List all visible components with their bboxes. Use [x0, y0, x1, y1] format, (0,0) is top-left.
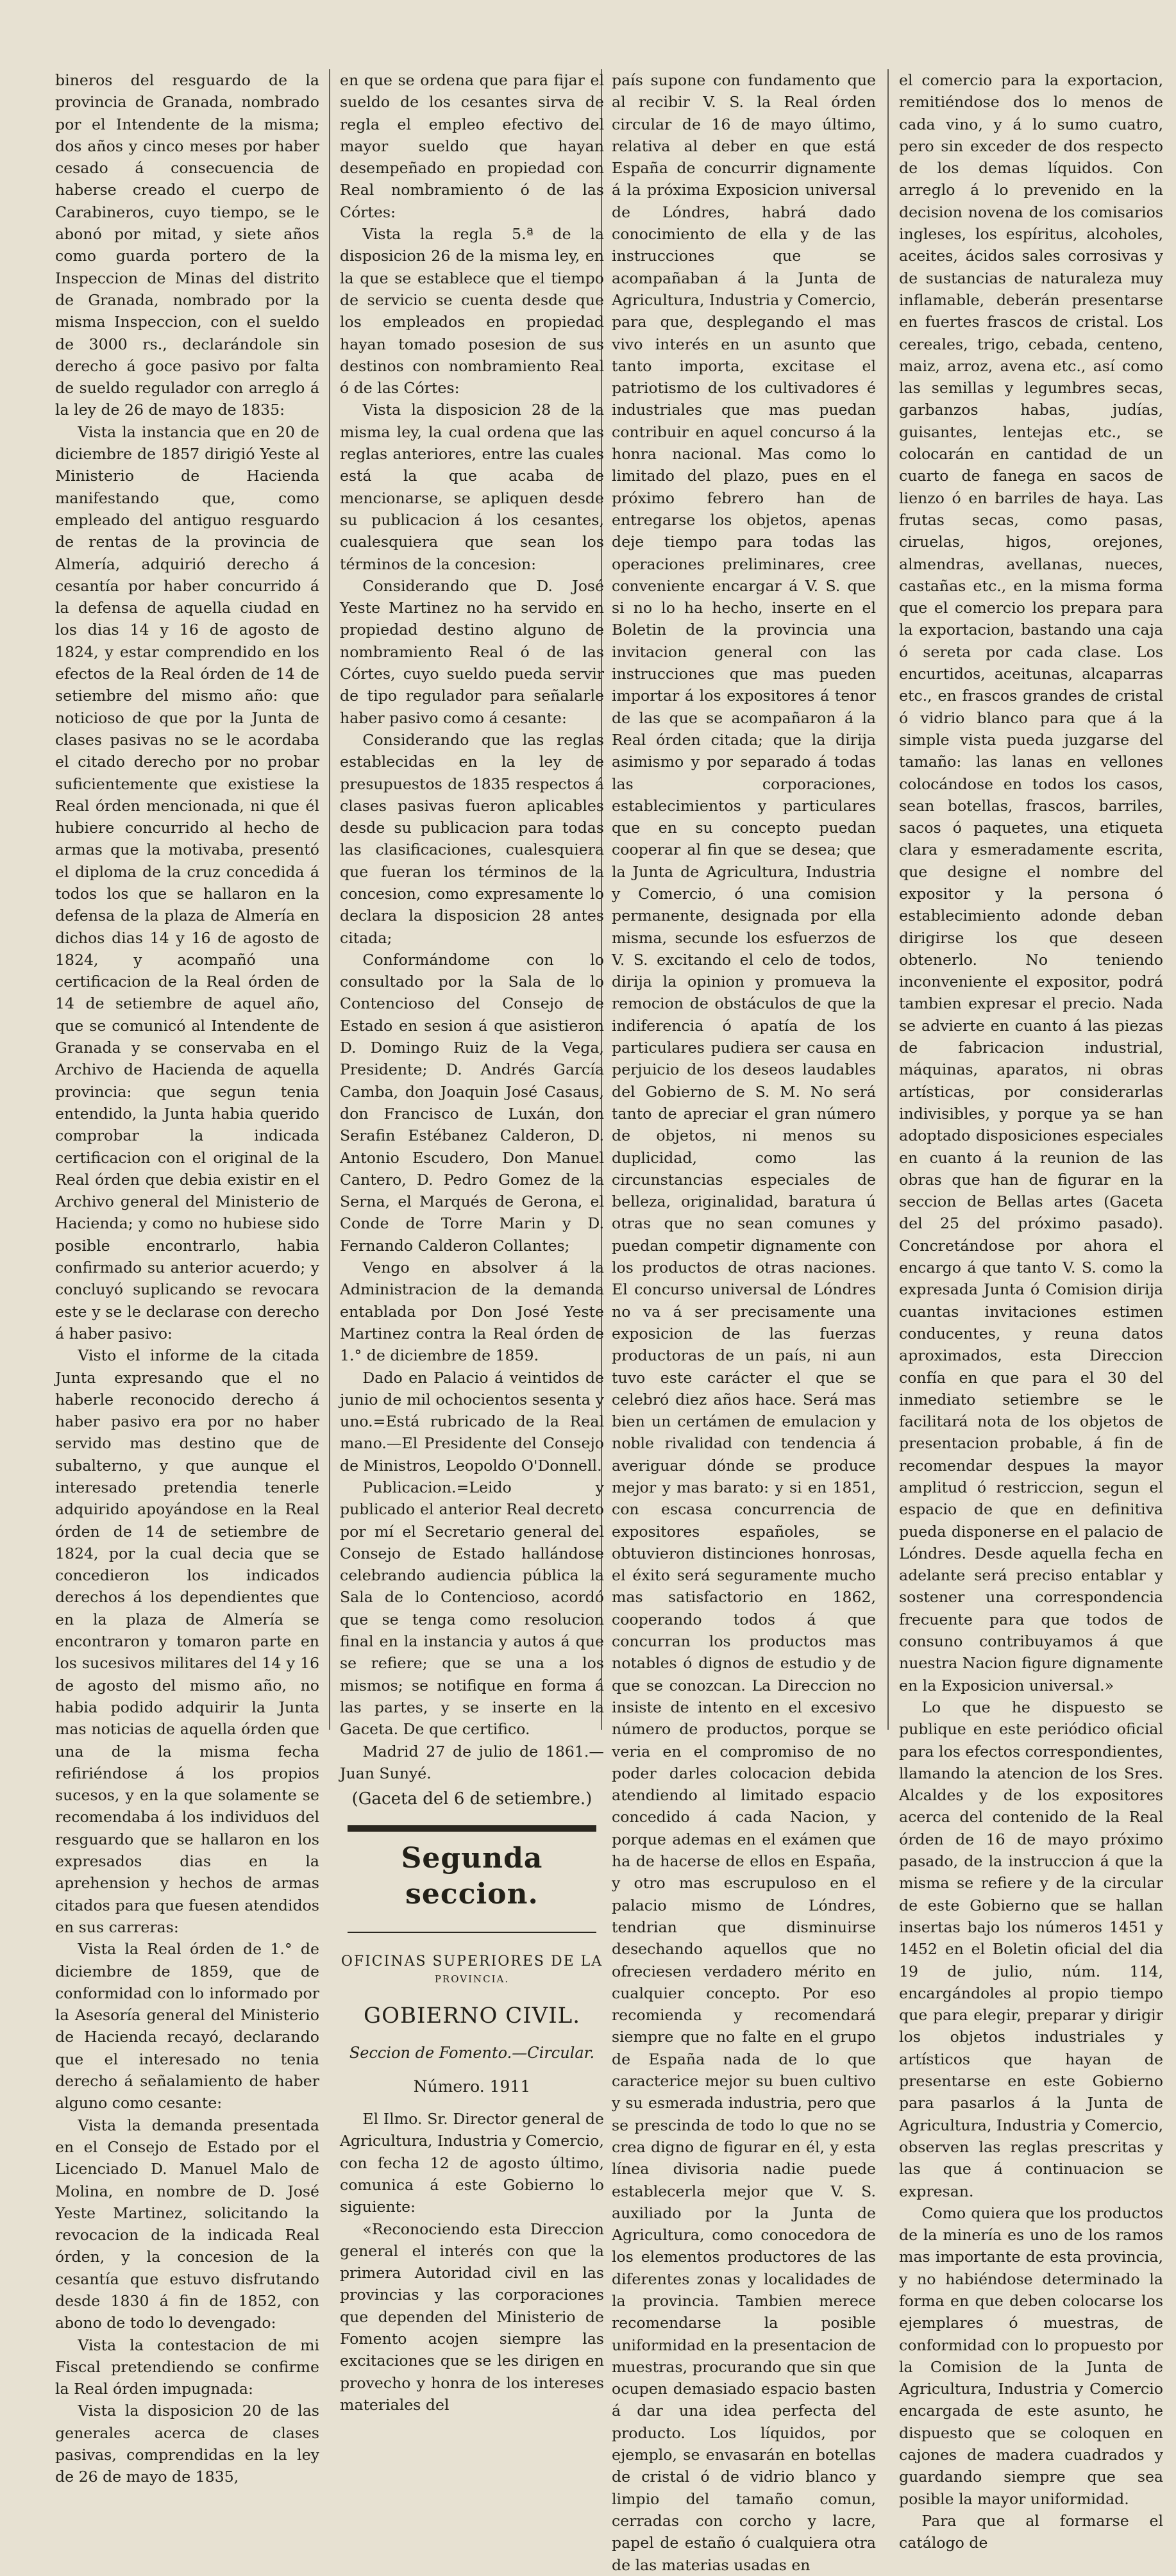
paragraph: Lo que he dispuesto se publique en este periódico oficial para los efectos correspondientes, llamando la atencion de los Sres. Alcaldes y de los expositores acerca del contenido de la Real órden de 16 de mayo próximo pasado, de la instruccion á que la misma se refiere y de la circular de este Gobierno que se hallan insertas bajo los números 1451 y 1452 en el Boletin oficial del dia 19 de julio, núm. 114, encargándoles al propio tiempo que para elegir, preparar y dirigir los objetos industriales y artísticos que hayan de presentarse en este Gobierno para pasarlos á la Junta de Agricultura, Industria y Comercio, observen las reglas prescritas y las que á continuacion se expresan. [899, 1698, 1163, 2200]
paragraph: el comercio para la exportacion, remitiéndose dos lo menos de cada vino, y á lo sumo cuatro, pero sin exceder de dos respecto de los demas líquidos. Con arreglo á lo prevenido en la decision novena de los comisarios ingleses, los espíritus, alcoholes, aceites, ácidos sales corrosivas y de sustancias de naturaleza muy inflamable, deberán presentarse en fuertes frascos de cristal. Los cereales, trigo, cebada, centeno, maiz, arroz, avena etc., así como las semillas y legumbres secas, garbanzos habas, judías, guisantes, lentejas etc., se colocarán en cantidad de un cuarto de fanega en sacos de lienzo ó en barriles de haya. Las frutas secas, como pasas, ciruelas, higos, orejones, almendras, avellanas, nueces, castañas etc., en la misma forma que el comercio los prepara para la exportacion, bastando una caja ó sereta por cada clase. Los encurtidos, aceitunas, alcaparras etc., en frascos grandes de cristal ó vidrio blanco para que á la simple vista pueda juzgarse del tamaño: las lanas en vellones colocándose en todos los casos, sean botellas, frascos, barriles, sacos ó paquetes, una etiqueta clara y esmeradamente escrita, que designe el nombre del expositor y la persona ó establecimiento adonde deban dirigirse los que deseen obtenerlo. No teniendo inconveniente el expositor, podrá tambien expresar el precio. Nada se advierte en cuanto á las piezas de fabricacion industrial, máquinas, aparatos, ni obras artísticas, por considerarlas indivisibles, y porque ya se han adoptado disposiciones especiales en cuanto á la reunion de las obras que han de figurar en la seccion de Bellas artes (Gaceta del 25 del próximo pasado). Concretándose por ahora el encargo á que tanto V. S. como la expresada Junta ó Comision dirija cuantas invitaciones estimen conducentes, y reuna datos aproximados, esta Direccion confía en que para el 30 del inmediato setiembre se le facilitará nota de los objetos de presentacion probable, á fin de recomendar despues la mayor amplitud ó restriccion, segun el espacio de que en definitiva pueda disponerse en el palacio de Lóndres. Desde aquella fecha en adelante será preciso entablar y sostener una correspondencia frecuente para que todos de consuno contribuyamos á que nuestra Nacion figure dignamente en la Exposicion universal.» [899, 71, 1163, 1694]
paragraph: Publicacion.=Leido y publicado el anterior Real decreto por mí el Secretario general del Consejo de Estado hallándose celebrando audiencia pública la Sala de lo Contencioso, acordó que se tenga como resolucion final en la instancia y autos á que se refiere; que se una a los mismos; se notifique en forma á las partes, y se inserte en la Gaceta. De que certifico. [340, 1478, 604, 1739]
signature-line: Madrid 27 de julio de 1861.—Juan Sunyé. [340, 1742, 604, 1782]
gaceta-note: (Gaceta del 6 de setiembre.) [351, 1789, 592, 1809]
paragraph: Vista la demanda presentada en el Consejo de Estado por el Licenciado D. Manuel Malo de Molina, en nombre de D. José Yeste Martinez, solicitando la revocacion de la indicada Real órden, y la concesion de la cesantía que estuvo disfrutando desde 1830 á fin de 1852, con abono de todo lo devengado: [55, 2116, 319, 2332]
government-title: GOBIERNO CIVIL. [363, 2003, 581, 2029]
column-divider [887, 69, 889, 1730]
paragraph: Considerando que las reglas establecidas en la ley de presupuestos de 1835 respectos á clases pasivas fueron aplicables desde su publicacion para todas las clasificaciones, cualesquiera que fueran los términos de la concesion, como expresamente lo declara la disposicion 28 antes citada; [340, 730, 604, 947]
paragraph: Como quiera que los productos de la minería es uno de los ramos mas importante de esta provincia, y no habiéndose determinado la forma en que deben colocarse los ejemplares ó muestras, de conformidad con lo propuesto por la Comision de la Junta de Agricultura, Industria y Comercio encargada de este asunto, he dispuesto que se coloquen en cajones de madera cuadrados y guardando siempre que sea posible la mayor uniformidad. [899, 2204, 1163, 2508]
paragraph: Vista la Real órden de 1.° de diciembre de 1859, que de conformidad con lo informado por la Asesoría general del Ministerio de Hacienda recayó, declarando que el interesado no tenia derecho á señalamiento de haber alguno como cesante: [55, 1940, 319, 2112]
section-title: Segunda seccion. [401, 1842, 543, 1911]
paragraph: Vista la disposicion 28 de la misma ley, la cual ordena que las reglas anteriores, entre las cuales está la que acaba de mencionarse, se apliquen desde su publicacion á los cesantes, cualesquiera que sean los términos de la concesion: [340, 401, 604, 573]
paragraph: Vista la regla 5.ª de la disposicion 26 de la misma ley, en la que se establece que el tiempo de servicio se cuenta desde que los empleados en propiedad hayan tomado posesion de sus destinos con nombramiento Real ó de las Córtes: [340, 225, 604, 397]
paragraph: Vista la contestacion de mi Fiscal pretendiendo se confirme la Real órden impugnada: [55, 2336, 319, 2398]
paragraph: Visto el informe de la citada Junta expresando que el no haberle reconocido derecho á haber pasivo era por no haber servido mas destino que de subalterno, y que aunque el interesado pretendia tenerle adquirido apoyándose en la Real órden de 14 de setiembre de 1824, por la cual decia que se concedieron los indicados derechos á los dependientes que en la plaza de Almería se encontraron y tomaron parte en los sucesivos militares del 14 y 16 de agosto del mismo año, no habia podido adquirir la Junta mas noticias de aquella órden que una de la misma fecha refiriéndose á los propios sucesos, y en la que solamente se recomendaba á los individuos del resguardo que se hallaron en los expresados dias en la aprehension y hechos de armas citados para que fuesen atendidos en sus carreras: [55, 1346, 319, 1936]
column-divider [329, 69, 330, 1730]
section-rule-heavy [348, 1825, 596, 1832]
circular-number: Número. 1911 [413, 2077, 531, 2096]
paragraph: Considerando que D. José Yeste Martinez no ha servido en propiedad destino alguno de nombramiento Real ó de las Córtes, cuyo sueldo pueda servir de tipo regulador para señalarle haber pasivo como á cesante: [340, 576, 604, 727]
paragraph: «Reconociendo esta Direccion general el interés con que la primera Autoridad civil en las provincias y las corporaciones que dependen del Ministerio de Fomento acojen siempre las excitaciones que se les dirigen en provecho y honra de los intereses materiales del [340, 2220, 604, 2414]
column-1 [55, 69, 319, 2488]
column-3 [612, 69, 876, 2576]
paragraph: Conformándome con lo consultado por la Sala de lo Contencioso del Consejo de Estado en sesion á que asistieron D. Domingo Ruiz de la Vega, Presidente; D. Andrés García Camba, don Joaquin José Casaus, don Francisco de Luxán, don Serafin Estébanez Calderon, D. Antonio Escudero, Don Manuel Cantero, D. Pedro Gomez de la Serna, el Marqués de Gerona, el Conde de Torre Marin y D. Fernando Calderon Collantes; [340, 950, 604, 1255]
paragraph: Vista la disposicion 20 de las generales acerca de clases pasivas, comprendidas en la ley de 26 de mayo de 1835, [55, 2402, 319, 2486]
paragraph: Dado en Palacio á veintidos de junio de mil ochocientos sesenta y uno.=Está rubricado de la Real mano.—El Presidente del Consejo de Ministros, Leopoldo O'Donnell. [340, 1368, 604, 1475]
column-2 [340, 69, 604, 2416]
paragraph: El Ilmo. Sr. Director general de Agricultura, Industria y Comercio, con fecha 12 de agosto último, comunica á este Gobierno lo siguiente: [340, 2110, 604, 2216]
paragraph: bineros del resguardo de la provincia de Granada, nombrado por el Intendente de la misma; dos años y cinco meses por haber cesado á consecuencia de haberse creado el cuerpo de Carabineros, cuyo tiempo, se le abonó por mitad, y siete años como guarda portero de la Inspeccion de Minas del distrito de Granada, nombrado por la misma Inspeccion, con el sueldo de 3000 rs., declarándole sin derecho á goce pasivo por falta de sueldo regulador con arreglo á la ley de 26 de mayo de 1835: [55, 71, 319, 419]
paragraph: Vengo en absolver á la Administracion de la demanda entablada por Don José Yeste Martinez contra la Real órden de 1.° de diciembre de 1859. [340, 1259, 604, 1365]
paragraph: Vista la instancia que en 20 de diciembre de 1857 dirigió Yeste al Ministerio de Hacienda manifestando que, como empleado del antiguo resguardo de rentas de la provincia de Almería, adquirió derecho á cesantía por haber concurrido á la defensa de aquella ciudad en los dias 14 y 16 de agosto de 1824, y estar comprendido en los efectos de la Real órden de 14 de setiembre del mismo año: que noticioso de que por la Junta de clases pasivas no se le acordaba el citado derecho por no probar suficientemente que existiese la Real órden mencionada, ni que él hubiere concurrido al hecho de armas que la motivaba, presentó el diploma de la cruz concedida á todos los que se hallaron en la defensa de la plaza de Almería en dichos dias 14 y 16 de agosto de 1824, y acompañó una certificacion de la Real órden de 14 de setiembre de aquel año, que se comunicó al Intendente de Granada y se conservaba en el Archivo de Hacienda de aquella provincia: que segun tenia entendido, la Junta habia querido comprobar la indicada certificacion con el original de la Real órden que debia existir en el Archivo general del Ministerio de Hacienda; y como no hubiese sido posible encontrarlo, habia confirmado su anterior acuerdo; y concluyó suplicando se revocara este y se le declarase con derecho á haber pasivo: [55, 422, 319, 1342]
office-subtitle: PROVINCIA. [434, 1973, 510, 1986]
column-4 [899, 69, 1163, 2554]
paragraph: país supone con fundamento que al recibir V. S. la Real órden circular de 16 de mayo último, relativa al deber en que está España de concurrir dignamente á la próxima Exposicion universal de Lóndres, habrá dado conocimiento de ella y de las instrucciones que se acompañaban á la Junta de Agricultura, Industria y Comercio, para que, desplegando el mas vivo interés en un asunto que tanto importa, excitase el patriotismo de los cultivadores é industriales que mas puedan contribuir en aquel concurso á la honra nacional. Mas como lo limitado del plazo, pues en el próximo febrero han de entregarse los objetos, apenas deje tiempo para todas las operaciones preliminares, cree conveniente encargar á V. S. que si no lo ha hecho, inserte en el Boletin de la provincia una invitacion general con las instrucciones que mas pueden importar á los expositores á tenor de las que se acompañaron á la Real órden citada; que la dirija asimismo y por separado á todas las corporaciones, establecimientos y particulares que en su concepto puedan cooperar al fin que se desea; que la Junta de Agricultura, Industria y Comercio, ó una comision permanente, designada por ella misma, secunde los esfuerzos de V. S. excitando el celo de todos, dirija la opinion y promueva la remocion de obstáculos de que la indiferencia ó apatía de los particulares pudiera ser causa en perjuicio de los deseos laudables del Gobierno de S. M. No será tanto de apreciar el gran número de objetos, ni menos su duplicidad, como las circunstancias especiales de belleza, originalidad, baratura ú otras que no sean comunes y puedan competir dignamente con los productos de otras naciones. El concurso universal de Lóndres no va á ser precisamente una exposicion de las fuerzas productoras de un país, ni aun tuvo este carácter el que se celebró diez años hace. Será mas bien un certámen de emulacion y noble rivalidad con tendencia á averiguar dónde se produce mejor y mas barato: y si en 1851, con escasa concurrencia de expositores españoles, se obtuvieron distinciones honrosas, el éxito será seguramente mucho mas satisfactorio en 1862, cooperando todos á que concurran los productos mas notables ó dignos de estudio y de que se conozcan. La Direccion no insiste de intento en el excesivo número de productos, porque se veria en el compromiso de no poder darles colocacion debida atendiendo al limitado espacio concedido á cada Nacion, y porque ademas en el exámen que ha de hacerse de ellos en España, y otro mas escrupuloso en el palacio mismo de Lóndres, tendrian que disminuirse desechando aquellos que no ofreciesen verdadero mérito en cualquier concepto. Por eso recomienda y recomendará siempre que no falte en el grupo de España nada de lo que caracterice mejor su buen cultivo y su esmerada industria, pero que se prescinda de todo lo que no se crea digno de figurar en él, y esta línea divisoria nadie puede establecerla mejor que V. S. auxiliado por la Junta de Agricultura, como conocedora de los elementos productores de las diferentes zonas y localidades de la provincia. Tambien merece recomendarse la posible uniformidad en la presentacion de muestras, procurando que sin que ocupen demasiado espacio basten á dar una idea perfecta del producto. Los líquidos, por ejemplo, se envasarán en botellas de cristal ó de vidrio blanco y limpio del tamaño comun, cerradas con corcho y lacre, papel de estaño ó cualquiera otra de las materias usadas en [612, 71, 876, 2574]
section-rule-thin [348, 1932, 596, 1933]
office-title: OFICINAS SUPERIORES DE LA [340, 1953, 603, 1970]
section-name: Seccion de Fomento.—Circular. [349, 2044, 595, 2062]
paragraph: Para que al formarse el catálogo de [899, 2511, 1163, 2552]
paragraph: en que se ordena que para fijar el sueldo de los cesantes sirva de regla el empleo efectivo del mayor sueldo que hayan desempeñado en propiedad con Real nombramiento ó de las Córtes: [340, 71, 604, 221]
